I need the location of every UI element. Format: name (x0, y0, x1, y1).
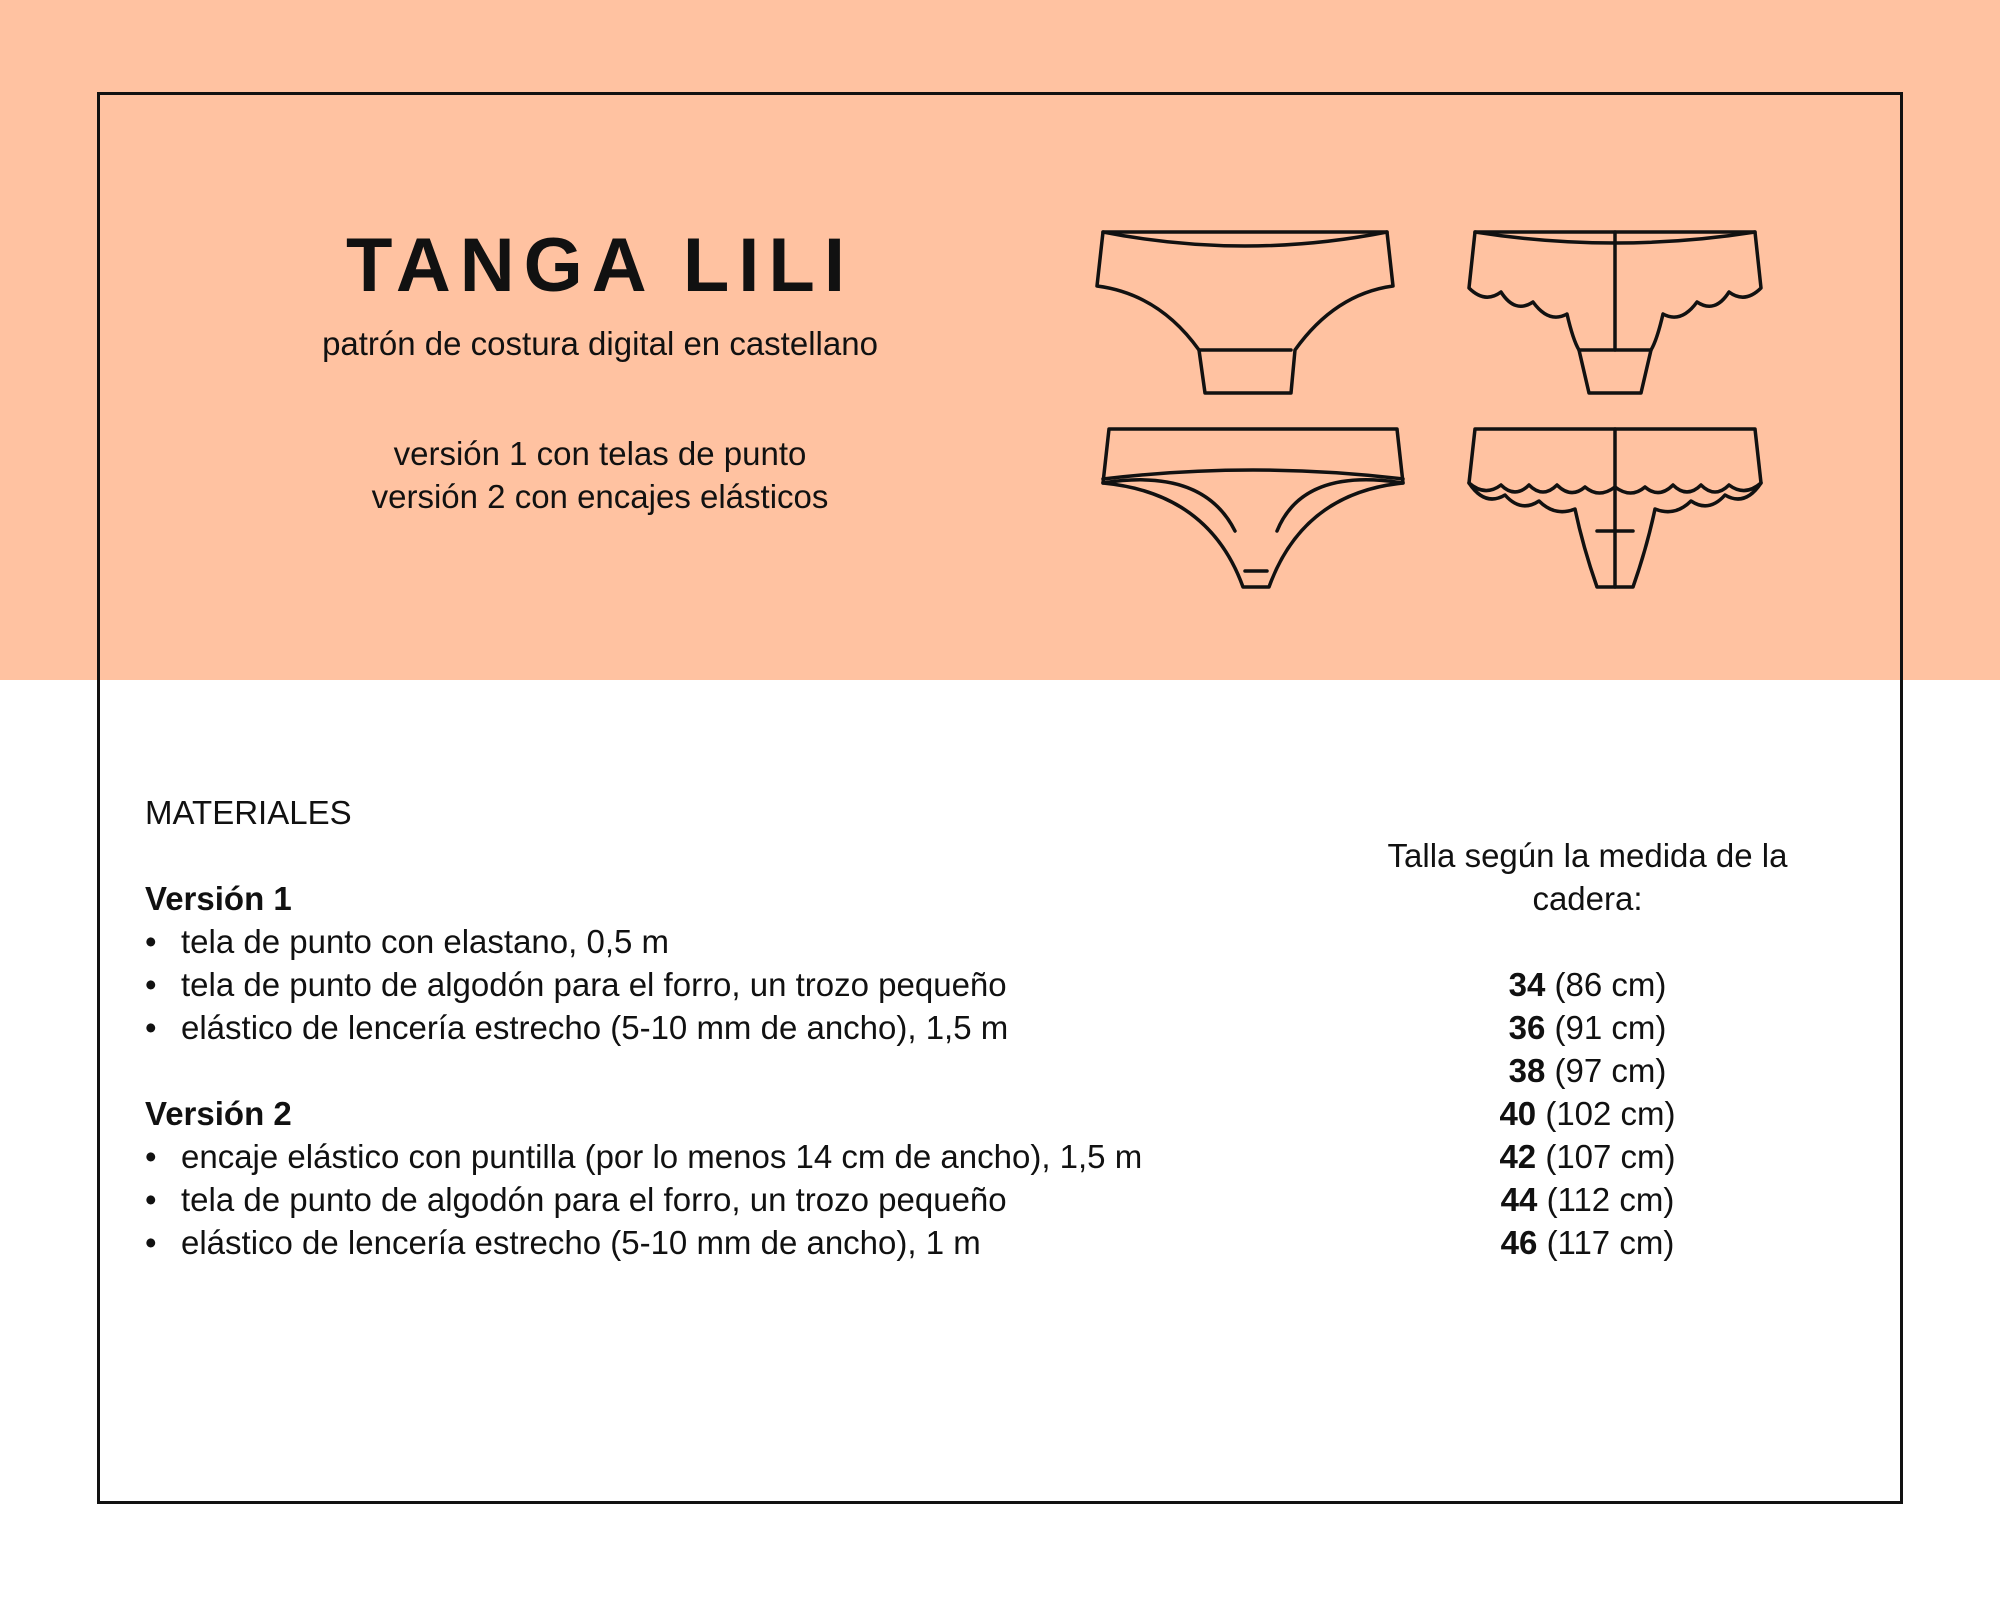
version-2-summary: versión 2 con encajes elásticos (371, 478, 829, 515)
material-item (145, 920, 1375, 963)
materials-list (145, 877, 1375, 1264)
size-value: 34 (1508, 966, 1546, 1003)
material-item-text: elástico de lencería estrecho (5-10 mm de ancho), 1 m (181, 1224, 981, 1261)
version-1-back-sketch (1103, 427, 1403, 597)
garment-sketches (1085, 222, 1785, 602)
hip-measure: (86 cm) (1554, 966, 1667, 1003)
size-value: 36 (1508, 1009, 1546, 1046)
size-row (1335, 1092, 1840, 1135)
material-item-text: tela de punto de algodón para el forro, un trozo pequeño (181, 1181, 1007, 1218)
hip-measure: (112 cm) (1546, 1181, 1675, 1218)
material-item (145, 1221, 1375, 1264)
material-item-text: encaje elástico con puntilla (por lo menos 14 cm de ancho), 1,5 m (181, 1138, 1143, 1175)
hip-measure: (117 cm) (1546, 1224, 1675, 1261)
materials-heading: MATERIALES (145, 794, 352, 831)
material-item (145, 963, 1375, 1006)
size-chart-intro-line-2: cadera: (1532, 880, 1643, 917)
version-2-back-sketch (1465, 427, 1765, 597)
version-1-heading: Versión 1 (145, 880, 292, 917)
bullet-icon: • (145, 1138, 157, 1175)
size-row (1335, 963, 1840, 1006)
size-row (1335, 1006, 1840, 1049)
bullet-icon: • (145, 1224, 157, 1261)
bullet-icon: • (145, 923, 157, 960)
version-2-front-sketch (1465, 230, 1765, 400)
hip-measure: (91 cm) (1554, 1009, 1667, 1046)
bullet-icon: • (145, 966, 157, 1003)
version-2-heading: Versión 2 (145, 1095, 292, 1132)
size-value: 42 (1499, 1138, 1537, 1175)
version-1-summary: versión 1 con telas de punto (393, 435, 807, 472)
size-chart-intro-line-1: Talla según la medida de la (1387, 837, 1788, 874)
size-value: 38 (1508, 1052, 1546, 1089)
material-item-text: tela de punto con elastano, 0,5 m (181, 923, 670, 960)
size-row (1335, 1178, 1840, 1221)
size-row (1335, 1049, 1840, 1092)
hip-measure: (102 cm) (1545, 1095, 1676, 1132)
material-item-text: elástico de lencería estrecho (5-10 mm de ancho), 1,5 m (181, 1009, 1009, 1046)
size-chart (1335, 834, 1840, 1264)
version-summary (260, 432, 940, 518)
size-row (1335, 1135, 1840, 1178)
hip-measure: (97 cm) (1554, 1052, 1667, 1089)
size-row (1335, 1221, 1840, 1264)
material-item (145, 1178, 1375, 1221)
size-value: 46 (1500, 1224, 1538, 1261)
page-subtitle: patrón de costura digital en castellano (322, 325, 878, 362)
material-item (145, 1135, 1375, 1178)
material-item (145, 1006, 1375, 1049)
hip-measure: (107 cm) (1545, 1138, 1676, 1175)
bullet-icon: • (145, 1181, 157, 1218)
material-item-text: tela de punto de algodón para el forro, un trozo pequeño (181, 966, 1007, 1003)
version-1-front-sketch (1095, 230, 1395, 400)
size-value: 44 (1500, 1181, 1538, 1218)
size-value: 40 (1499, 1095, 1537, 1132)
page-title: TANGA LILI (346, 223, 854, 308)
bullet-icon: • (145, 1009, 157, 1046)
